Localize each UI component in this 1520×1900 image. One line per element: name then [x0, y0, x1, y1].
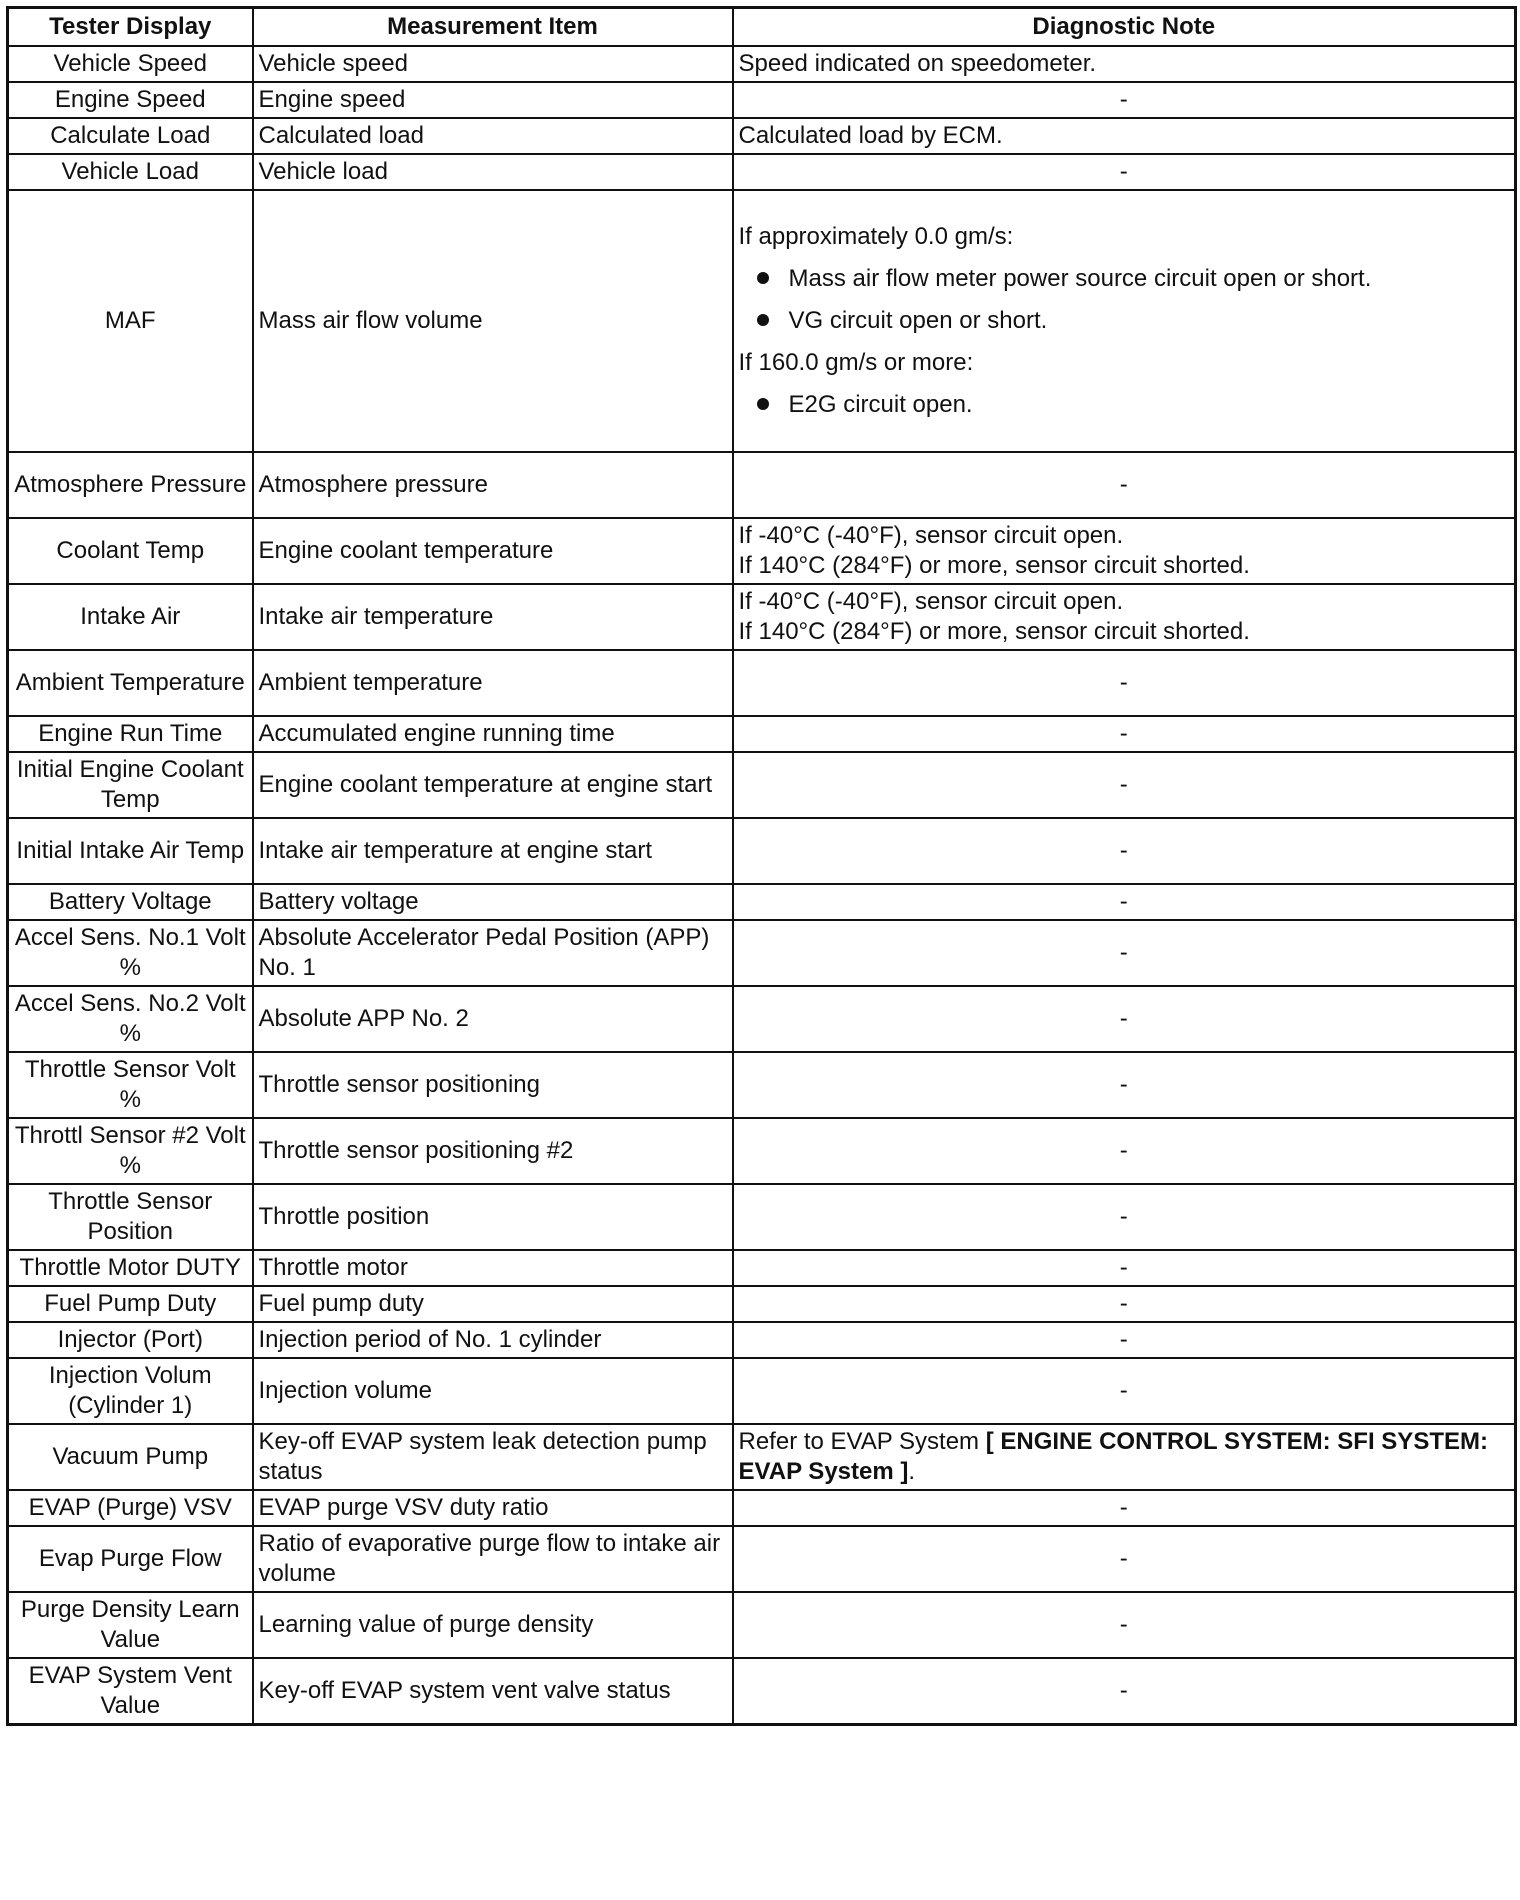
diagnostic-note-cell: Calculated load by ECM.	[733, 118, 1516, 154]
tester-display-cell: Calculate Load	[8, 118, 253, 154]
table-row	[8, 1322, 1516, 1358]
maf-note-line: If approximately 0.0 gm/s:	[738, 223, 1014, 250]
bullet-dot-icon	[757, 398, 769, 410]
diagnostic-note-cell: -	[733, 818, 1516, 884]
diagnostic-note-cell: -	[733, 920, 1516, 986]
table-row	[8, 154, 1516, 190]
measurement-item-cell: Engine coolant temperature at engine start	[253, 752, 733, 818]
measurement-item-cell: Absolute APP No. 2	[253, 986, 733, 1052]
table-row	[8, 1250, 1516, 1286]
tester-display-cell: Accel Sens. No.2 Volt %	[8, 986, 253, 1052]
tester-display-cell: Vacuum Pump	[8, 1424, 253, 1490]
table-row	[8, 1052, 1516, 1118]
table-row	[8, 1424, 1516, 1490]
diagnostic-table-container	[6, 6, 1514, 1726]
table-header-row	[8, 8, 1516, 47]
tester-display-cell: Throttle Motor DUTY	[8, 1250, 253, 1286]
measurement-item-cell: Injection volume	[253, 1358, 733, 1424]
tester-display-cell: Ambient Temperature	[8, 650, 253, 716]
measurement-item-cell: Mass air flow volume	[253, 190, 733, 452]
measurement-item-cell: Atmosphere pressure	[253, 452, 733, 518]
diagnostic-note-cell: -	[733, 1358, 1516, 1424]
diagnostic-note-cell: -	[733, 1490, 1516, 1526]
header-measurement-item: Measurement Item	[253, 8, 733, 47]
maf-note-bullet-text: Mass air flow meter power source circuit open or short.	[788, 265, 1372, 292]
measurement-item-cell: Vehicle load	[253, 154, 733, 190]
diagnostic-note-cell: -	[733, 1118, 1516, 1184]
tester-display-cell: Atmosphere Pressure	[8, 452, 253, 518]
measurement-item-cell: Battery voltage	[253, 884, 733, 920]
table-row	[8, 46, 1516, 82]
header-diagnostic-note: Diagnostic Note	[733, 8, 1516, 47]
measurement-item-cell: Key-off EVAP system vent valve status	[253, 1658, 733, 1724]
table-row	[8, 752, 1516, 818]
header-tester-display: Tester Display	[8, 8, 253, 47]
table-row	[8, 118, 1516, 154]
data-list-table	[6, 6, 1517, 1726]
maf-note-bullet-text: E2G circuit open.	[788, 391, 973, 418]
maf-note-bullet-text: VG circuit open or short.	[788, 307, 1048, 334]
tester-display-cell: Evap Purge Flow	[8, 1526, 253, 1592]
tester-display-cell: Battery Voltage	[8, 884, 253, 920]
table-row	[8, 190, 1516, 452]
table-row	[8, 716, 1516, 752]
table-row	[8, 82, 1516, 118]
diagnostic-note-cell: -	[733, 1286, 1516, 1322]
measurement-item-cell: Throttle sensor positioning #2	[253, 1118, 733, 1184]
tester-display-cell: EVAP System Vent Value	[8, 1658, 253, 1724]
measurement-item-cell: Throttle motor	[253, 1250, 733, 1286]
table-row	[8, 1358, 1516, 1424]
diagnostic-note-line: If -40°C (-40°F), sensor circuit open.	[738, 588, 1124, 615]
measurement-item-cell: Throttle sensor positioning	[253, 1052, 733, 1118]
measurement-item-cell: Engine coolant temperature	[253, 518, 733, 584]
diagnostic-note-cell: -	[733, 752, 1516, 818]
diagnostic-note-cell	[733, 1424, 1516, 1490]
reference-prefix: Refer to EVAP System	[738, 1428, 986, 1455]
measurement-item-cell: Throttle position	[253, 1184, 733, 1250]
measurement-item-cell: Learning value of purge density	[253, 1592, 733, 1658]
diagnostic-note-cell: -	[733, 1658, 1516, 1724]
bullet-dot-icon	[757, 314, 769, 326]
maf-note-bullet	[739, 390, 1510, 420]
diagnostic-note-cell: Speed indicated on speedometer.	[733, 46, 1516, 82]
tester-display-cell: Engine Run Time	[8, 716, 253, 752]
tester-display-cell: Throttl Sensor #2 Volt %	[8, 1118, 253, 1184]
table-row	[8, 1658, 1516, 1724]
diagnostic-note-cell: -	[733, 1526, 1516, 1592]
measurement-item-cell: Ratio of evaporative purge flow to intake air volume	[253, 1526, 733, 1592]
table-row	[8, 518, 1516, 584]
diagnostic-note-cell: -	[733, 1184, 1516, 1250]
diagnostic-note-cell: -	[733, 1052, 1516, 1118]
diagnostic-note-cell: -	[733, 1250, 1516, 1286]
diagnostic-note-line: If 140°C (284°F) or more, sensor circuit shorted.	[738, 552, 1250, 579]
reference-suffix: .	[908, 1458, 916, 1485]
table-row	[8, 920, 1516, 986]
measurement-item-cell: Injection period of No. 1 cylinder	[253, 1322, 733, 1358]
diagnostic-note-cell: -	[733, 650, 1516, 716]
table-row	[8, 1118, 1516, 1184]
diagnostic-note-cell: -	[733, 452, 1516, 518]
tester-display-cell: Vehicle Load	[8, 154, 253, 190]
measurement-item-cell: Ambient temperature	[253, 650, 733, 716]
table-row	[8, 1592, 1516, 1658]
table-row	[8, 818, 1516, 884]
tester-display-cell: Initial Intake Air Temp	[8, 818, 253, 884]
tester-display-cell: MAF	[8, 190, 253, 452]
measurement-item-cell: Vehicle speed	[253, 46, 733, 82]
diagnostic-note-cell: -	[733, 1322, 1516, 1358]
tester-display-cell: Engine Speed	[8, 82, 253, 118]
table-row	[8, 1526, 1516, 1592]
diagnostic-note-cell: -	[733, 986, 1516, 1052]
tester-display-cell: Injector (Port)	[8, 1322, 253, 1358]
table-row	[8, 650, 1516, 716]
tester-display-cell: Throttle Sensor Position	[8, 1184, 253, 1250]
measurement-item-cell: Absolute Accelerator Pedal Position (APP) No. 1	[253, 920, 733, 986]
table-row	[8, 1490, 1516, 1526]
diagnostic-note-cell: -	[733, 1592, 1516, 1658]
bullet-dot-icon	[757, 272, 769, 284]
measurement-item-cell: EVAP purge VSV duty ratio	[253, 1490, 733, 1526]
diagnostic-note-cell: -	[733, 82, 1516, 118]
measurement-item-cell: Intake air temperature at engine start	[253, 818, 733, 884]
tester-display-cell: Accel Sens. No.1 Volt %	[8, 920, 253, 986]
tester-display-cell: Purge Density Learn Value	[8, 1592, 253, 1658]
measurement-item-cell: Intake air temperature	[253, 584, 733, 650]
table-row	[8, 1286, 1516, 1322]
diagnostic-note-cell: -	[733, 154, 1516, 190]
measurement-item-cell: Fuel pump duty	[253, 1286, 733, 1322]
tester-display-cell: Coolant Temp	[8, 518, 253, 584]
tester-display-cell: Vehicle Speed	[8, 46, 253, 82]
diagnostic-note-cell	[733, 584, 1516, 650]
maf-note-bullet	[739, 264, 1510, 294]
measurement-item-cell: Engine speed	[253, 82, 733, 118]
tester-display-cell: EVAP (Purge) VSV	[8, 1490, 253, 1526]
tester-display-cell: Injection Volum (Cylinder 1)	[8, 1358, 253, 1424]
maf-note-bullet	[739, 306, 1510, 336]
diagnostic-note-cell: -	[733, 716, 1516, 752]
tester-display-cell: Fuel Pump Duty	[8, 1286, 253, 1322]
table-row	[8, 1184, 1516, 1250]
tester-display-cell: Throttle Sensor Volt %	[8, 1052, 253, 1118]
diagnostic-note-line: If 140°C (284°F) or more, sensor circuit shorted.	[738, 618, 1250, 645]
reference-link[interactable]: [ ENGINE CONTROL SYSTEM: SFI SYSTEM: EVAP System ]	[738, 1428, 1488, 1485]
measurement-item-cell: Accumulated engine running time	[253, 716, 733, 752]
table-row	[8, 584, 1516, 650]
table-row	[8, 884, 1516, 920]
diagnostic-note-cell	[733, 518, 1516, 584]
maf-note-line: If 160.0 gm/s or more:	[738, 349, 974, 376]
measurement-item-cell: Key-off EVAP system leak detection pump status	[253, 1424, 733, 1490]
diagnostic-note-line: If -40°C (-40°F), sensor circuit open.	[738, 522, 1124, 549]
maf-note-block	[739, 216, 1510, 426]
table-row	[8, 452, 1516, 518]
tester-display-cell: Initial Engine Coolant Temp	[8, 752, 253, 818]
diagnostic-note-cell	[733, 190, 1516, 452]
measurement-item-cell: Calculated load	[253, 118, 733, 154]
diagnostic-note-cell: -	[733, 884, 1516, 920]
tester-display-cell: Intake Air	[8, 584, 253, 650]
table-row	[8, 986, 1516, 1052]
